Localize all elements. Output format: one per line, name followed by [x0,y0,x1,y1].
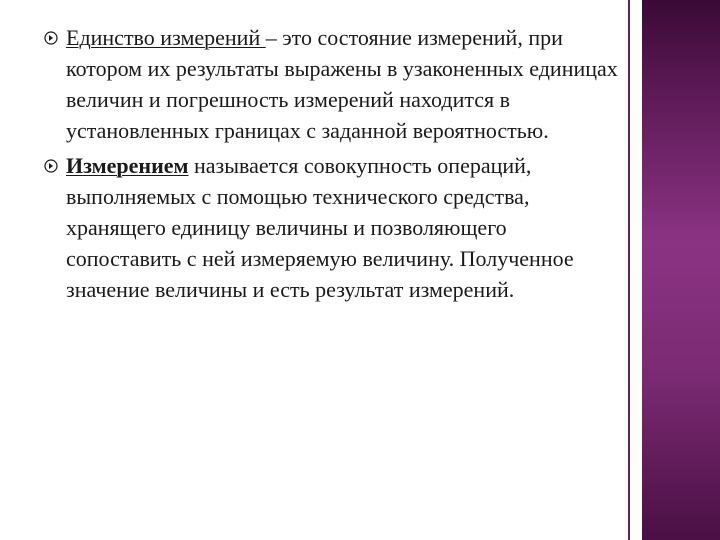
bullet-text: называется совокупность операций, выполняемых с помощью технического средства, хранящего единицу величины и позволяющего сопоставить с ней измеряемую величину. Полученное значение величины и есть результат измерений. [66,153,574,302]
bullet-term: Измерением [66,153,189,178]
side-panel-gap [630,0,642,540]
bullet-item-measurement [44,150,624,305]
circle-arrow-right-icon [44,31,58,45]
bullet-text: – это состояние измерений, при котором их результаты выражены в узаконенных единицах величин и погрешность измерений находится в установленных границах с заданной вероятностью. [66,25,618,143]
bullet-item-unity-of-measurements [44,22,624,146]
decorative-side-panel [642,0,720,540]
circle-arrow-right-icon [44,159,58,173]
slide-body [44,22,624,309]
bullet-term: Единство измерений [66,25,266,50]
